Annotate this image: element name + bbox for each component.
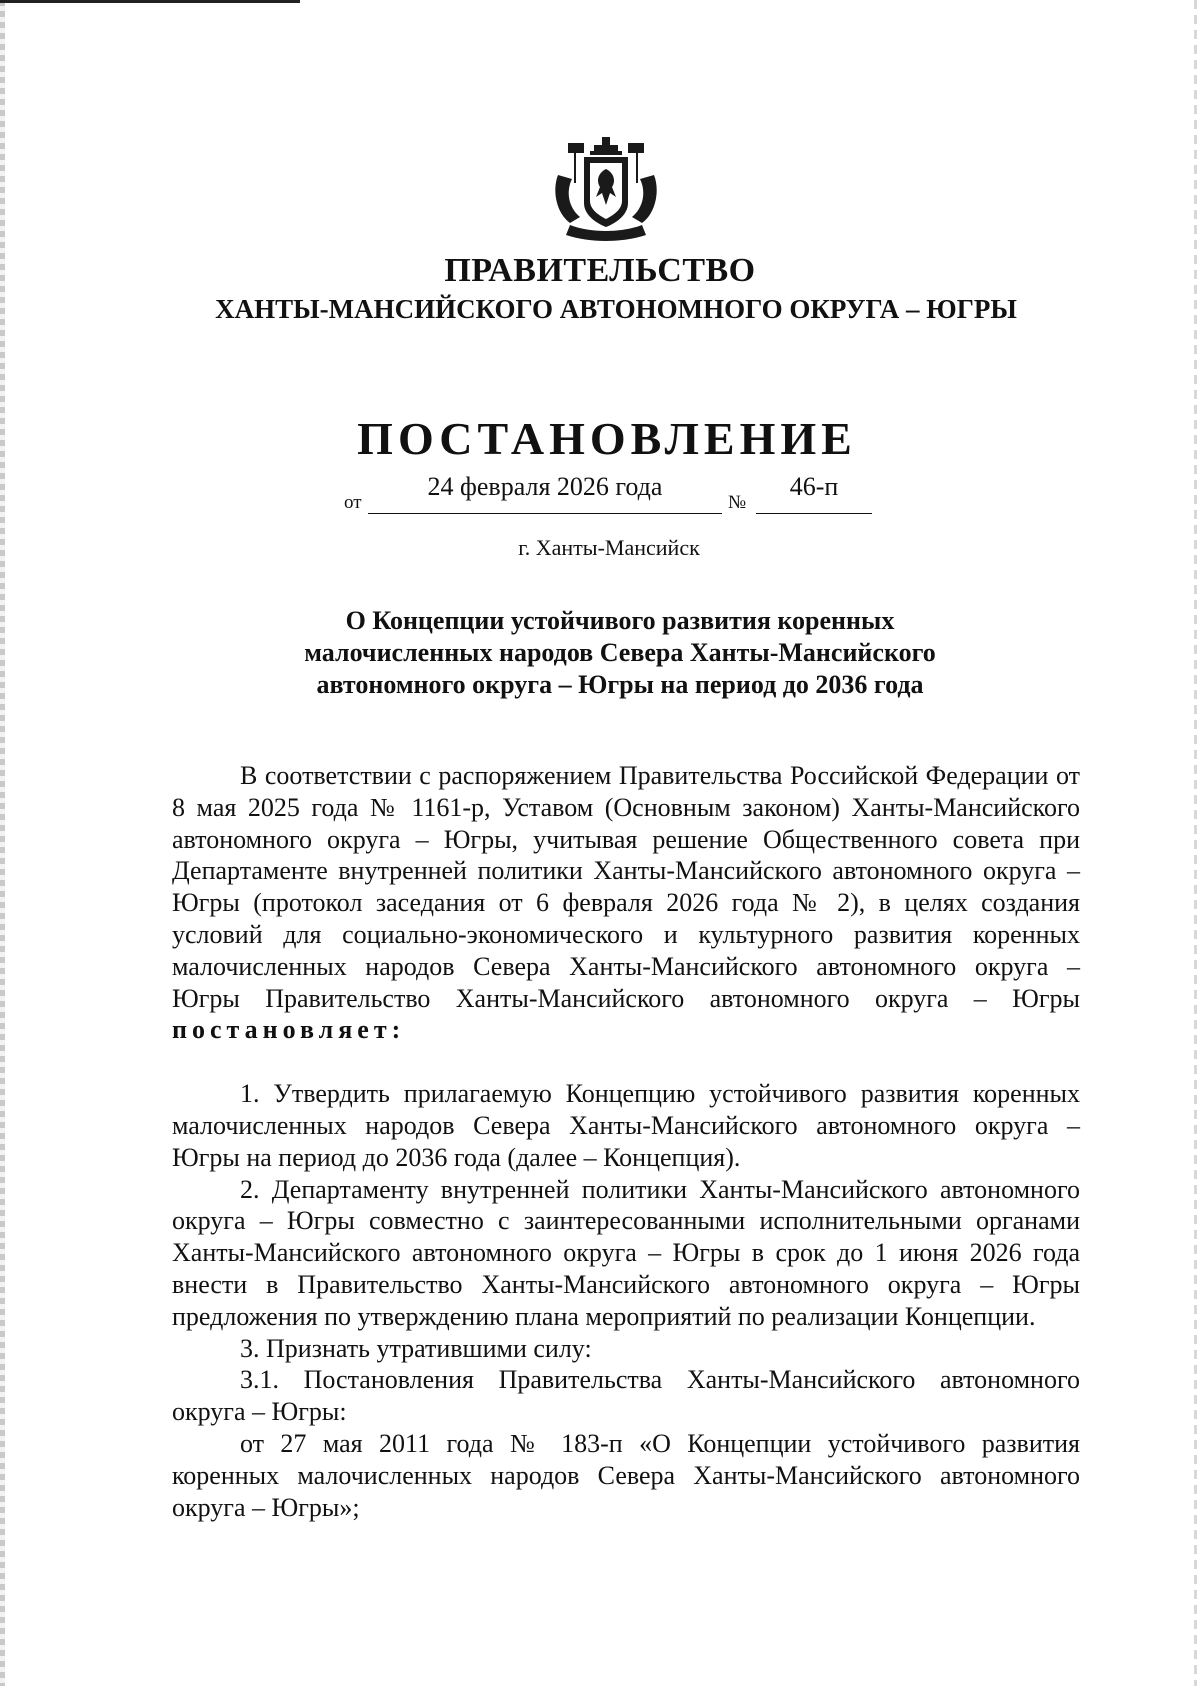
decree-word: постановляет:	[172, 1015, 406, 1045]
clause-2: 2. Департаменту внутренней политики Ханты-Мансийского автономного округа – Югры совместно с заинтересованными исполнительными органами Ханты-Мансийского автономного округа – Югры в срок до 1 июня 2026 года внести в Правительство Ханты-Мансийского автономного округа – Югры предложения по утверждению плана мероприятий по реализации Концепции.	[172, 1174, 1080, 1331]
date-prefix: от	[344, 492, 362, 513]
title-line: автономного округа – Югры на период до 2036 года	[316, 670, 924, 699]
scan-edge-top	[0, 0, 300, 3]
date-number-line	[0, 460, 1200, 520]
document-date: 24 февраля 2026 года	[427, 472, 663, 501]
preamble-text: В соответствии с распоряжением Правительства Российской Федерации от 8 мая 2025 года № 1161-р, Уставом (Основным законом) Ханты-Мансийского автономного округа – Югры, учитывая решение Общественного совета при Департаменте внутренней политики Ханты-Мансийского автономного округа – Югры (протокол заседания от 6 февраля 2026 года № 2), в целях создания условий для социально-экономического и культурного развития коренных малочисленных народов Севера Ханты-Мансийского автономного округа – Югры Правительство Ханты-Мансийского автономного округа – Югры	[172, 761, 1080, 1013]
clause-3-1: 3.1. Постановления Правительства Ханты-Мансийского автономного округа – Югры:	[172, 1365, 1080, 1427]
document-type: ПОСТАНОВЛЕНИЕ	[357, 413, 857, 464]
document-number: 46-п	[789, 472, 839, 501]
clause-3-1-item: от 27 мая 2011 года № 183-п «О Концепции устойчивого развития коренных малочисленных народов Севера Ханты-Мансийского автономного округа – Югры»;	[172, 1428, 1080, 1522]
document-city: г. Ханты-Мансийск	[518, 535, 700, 560]
clause-1: 1. Утвердить прилагаемую Концепцию устойчивого развития коренных малочисленных народов Севера Ханты-Мансийского автономного округа – Югры на период до 2036 года (далее – Концепция).	[172, 1079, 1080, 1172]
paragraph-gap	[172, 1046, 1080, 1078]
government-region: ХАНТЫ-МАНСИЙСКОГО АВТОНОМНОГО ОКРУГА – ЮГРЫ	[215, 294, 1017, 324]
number-sign: №	[728, 492, 747, 513]
coat-of-arms-emblem	[550, 135, 662, 241]
preamble-paragraph	[172, 760, 1080, 1046]
number-underline	[756, 513, 872, 514]
document-title	[0, 605, 1200, 701]
document-body	[172, 760, 1080, 1523]
title-line: малочисленных народов Севера Ханты-Мансийского	[304, 638, 936, 667]
date-underline	[368, 513, 722, 514]
government-title: ПРАВИТЕЛЬСТВО	[444, 252, 756, 289]
title-line: О Концепции устойчивого развития коренных	[345, 606, 895, 635]
clause-3: 3. Признать утратившими силу:	[240, 1333, 592, 1363]
